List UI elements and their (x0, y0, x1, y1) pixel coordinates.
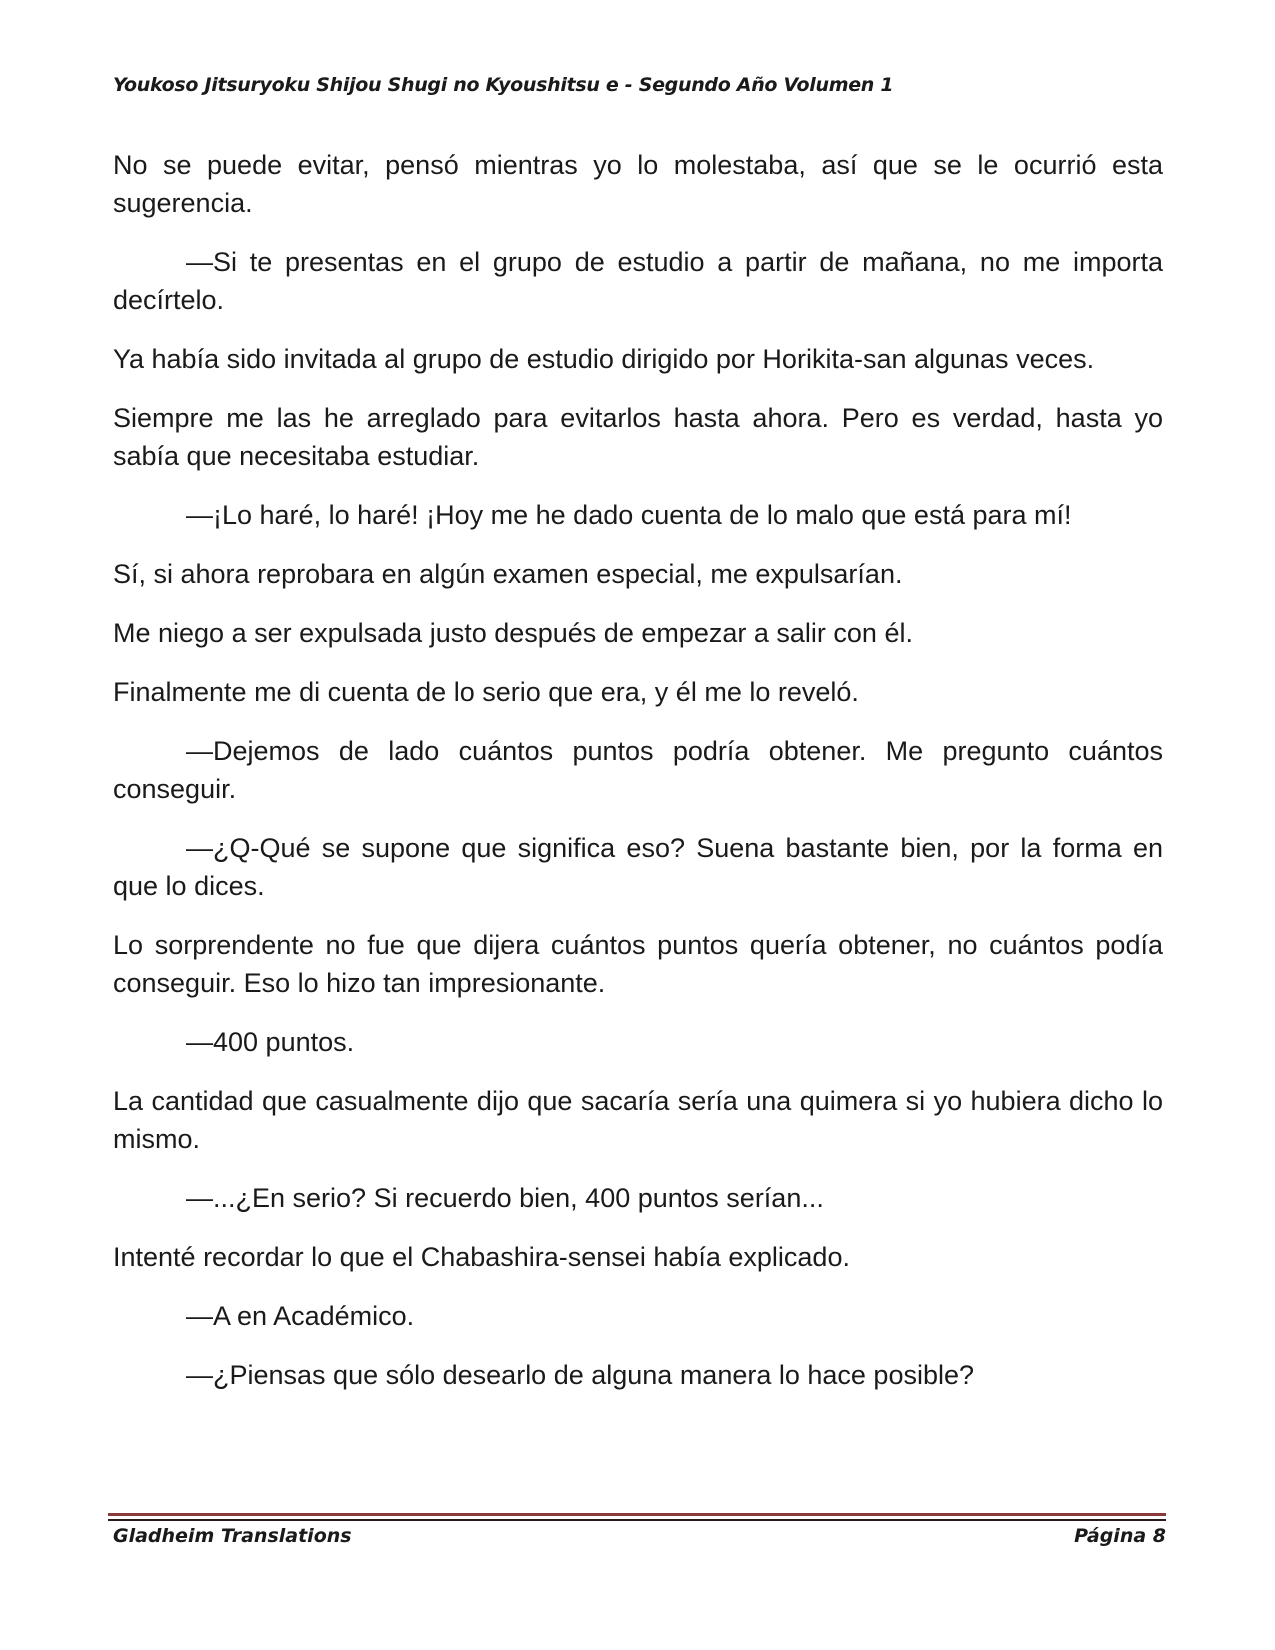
paragraph: —400 puntos. (186, 1027, 355, 1057)
paragraph: La cantidad que casualmente dijo que sacaría sería una quimera si yo hubiera dicho lo mismo. (113, 1086, 1163, 1154)
paragraph: Siempre me las he arreglado para evitarlos hasta ahora. Pero es verdad, hasta yo sabía que necesitaba estudiar. (113, 403, 1163, 471)
paragraph: —Dejemos de lado cuántos puntos podría obtener. Me pregunto cuántos conseguir. (113, 736, 1163, 804)
paragraph: Sí, si ahora reprobara en algún examen especial, me expulsarían. (113, 559, 903, 589)
paragraph: No se puede evitar, pensó mientras yo lo molestaba, así que se le ocurrió esta sugerencia. (113, 150, 1163, 218)
paragraph: Ya había sido invitada al grupo de estudio dirigido por Horikita-san algunas veces. (113, 344, 1095, 374)
paragraph: Intenté recordar lo que el Chabashira-sensei había explicado. (113, 1242, 850, 1272)
paragraph: —...¿En serio? Si recuerdo bien, 400 puntos serían... (186, 1183, 824, 1213)
footer-page-number: Página 8 (1074, 1525, 1166, 1547)
paragraph: —¡Lo haré, lo haré! ¡Hoy me he dado cuenta de lo malo que está para mí! (186, 500, 1072, 530)
footer-divider (108, 1513, 1166, 1516)
paragraph: Lo sorprendente no fue que dijera cuántos puntos quería obtener, no cuántos podía conseguir. Eso lo hizo tan impresionante. (113, 930, 1163, 998)
paragraph: —Si te presentas en el grupo de estudio a partir de mañana, no me importa decírtelo. (113, 247, 1163, 315)
footer-translator: Gladheim Translations (113, 1525, 352, 1547)
paragraph: —¿Q-Qué se supone que significa eso? Suena bastante bien, por la forma en que lo dices. (113, 833, 1163, 901)
paragraph: Finalmente me di cuenta de lo serio que era, y él me lo reveló. (113, 677, 859, 707)
body-text (113, 146, 1163, 1415)
paragraph: —¿Piensas que sólo desearlo de alguna manera lo hace posible? (186, 1360, 975, 1390)
paragraph: Me niego a ser expulsada justo después de empezar a salir con él. (113, 618, 913, 648)
paragraph: —A en Académico. (186, 1301, 415, 1331)
footer-divider-thin (108, 1519, 1166, 1521)
page-header-title: Youkoso Jitsuryoku Shijou Shugi no Kyoushitsu e - Segundo Año Volumen 1 (113, 74, 894, 96)
